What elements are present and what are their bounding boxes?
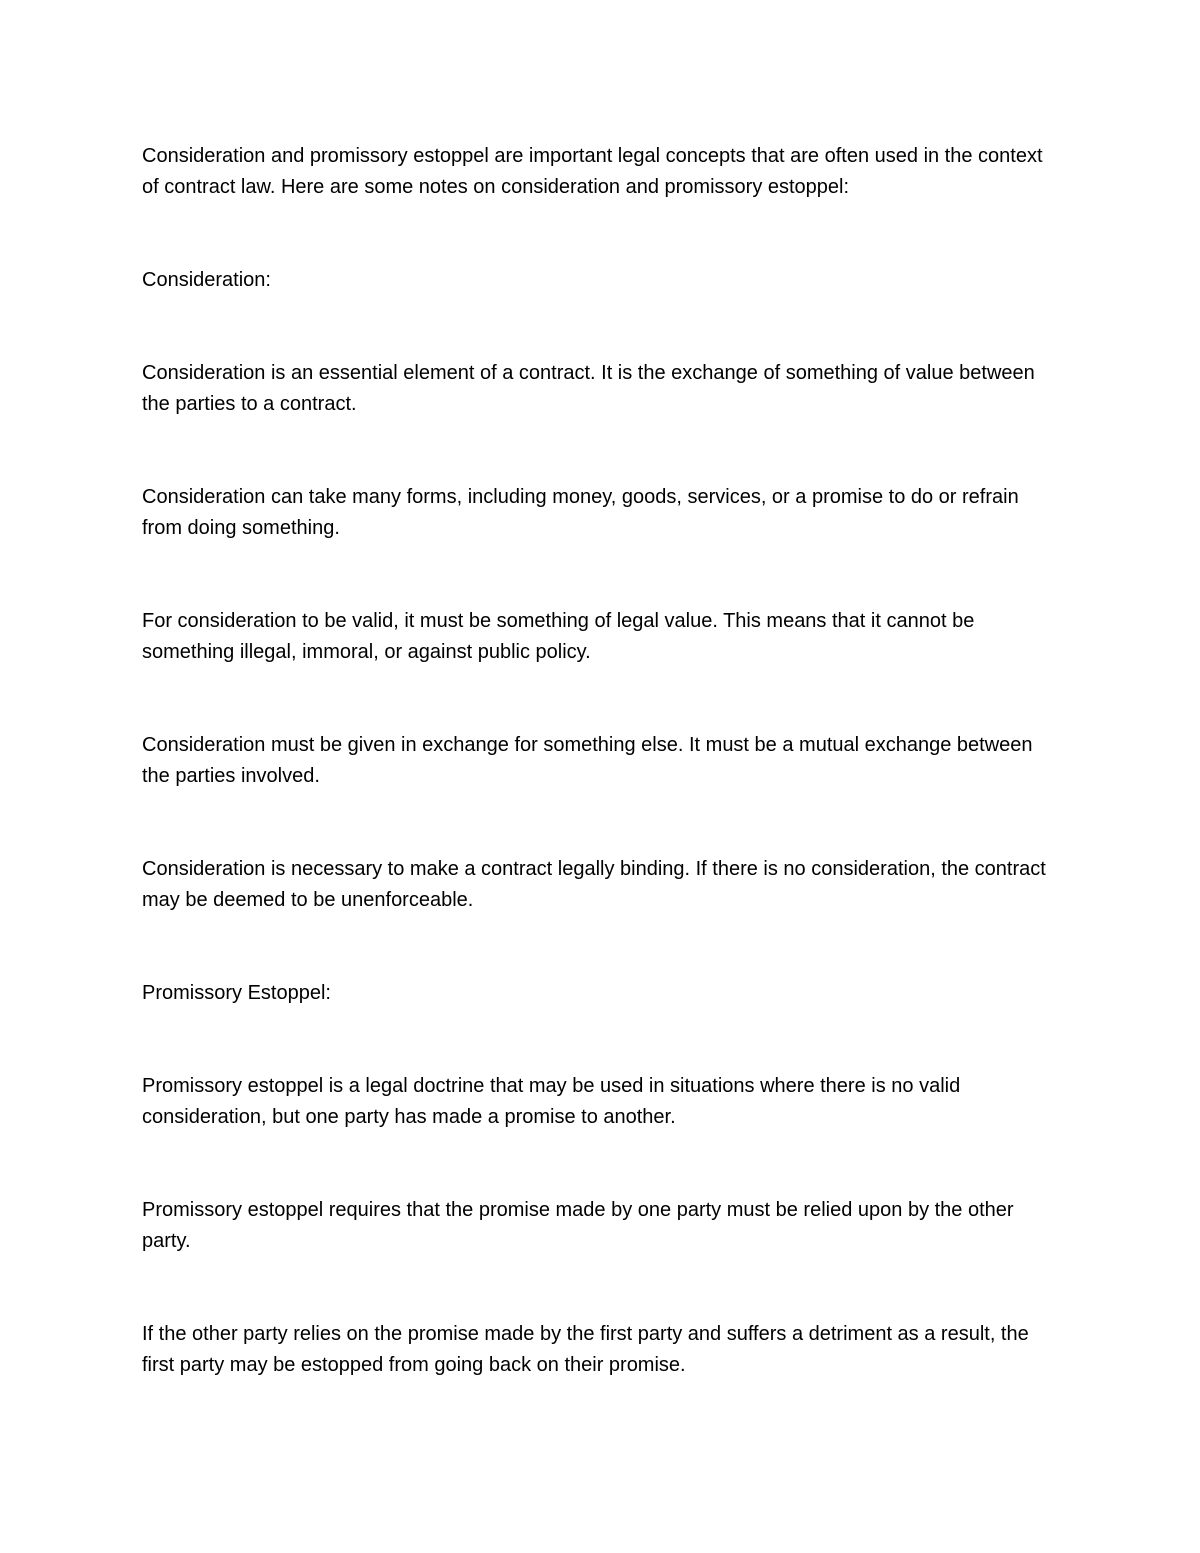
consideration-paragraph: Consideration is necessary to make a contract legally binding. If there is no consideration, the contract may be deemed to be unenforceable. [142, 858, 1046, 911]
consideration-paragraph: Consideration is an essential element of a contract. It is the exchange of something of value between the parties to a contract. [142, 362, 1035, 415]
consideration-paragraph: Consideration must be given in exchange for something else. It must be a mutual exchange between the parties involved. [142, 734, 1033, 787]
consideration-heading: Consideration: [142, 269, 271, 291]
consideration-paragraph: For consideration to be valid, it must be something of legal value. This means that it cannot be something illegal, immoral, or against public policy. [142, 610, 975, 663]
promissory-estoppel-paragraph: If the other party relies on the promise made by the first party and suffers a detriment as a result, the first party may be estopped from going back on their promise. [142, 1323, 1029, 1376]
promissory-estoppel-paragraph: Promissory estoppel is a legal doctrine that may be used in situations where there is no valid consideration, but one party has made a promise to another. [142, 1075, 961, 1128]
intro-paragraph: Consideration and promissory estoppel are important legal concepts that are often used in the context of contract law. Here are some notes on consideration and promissory estoppel: [142, 145, 1043, 198]
promissory-estoppel-heading: Promissory Estoppel: [142, 982, 331, 1004]
promissory-estoppel-paragraph: Promissory estoppel requires that the promise made by one party must be relied upon by the other party. [142, 1199, 1014, 1252]
consideration-paragraph: Consideration can take many forms, including money, goods, services, or a promise to do or refrain from doing something. [142, 486, 1019, 539]
document-body [142, 141, 1057, 1381]
